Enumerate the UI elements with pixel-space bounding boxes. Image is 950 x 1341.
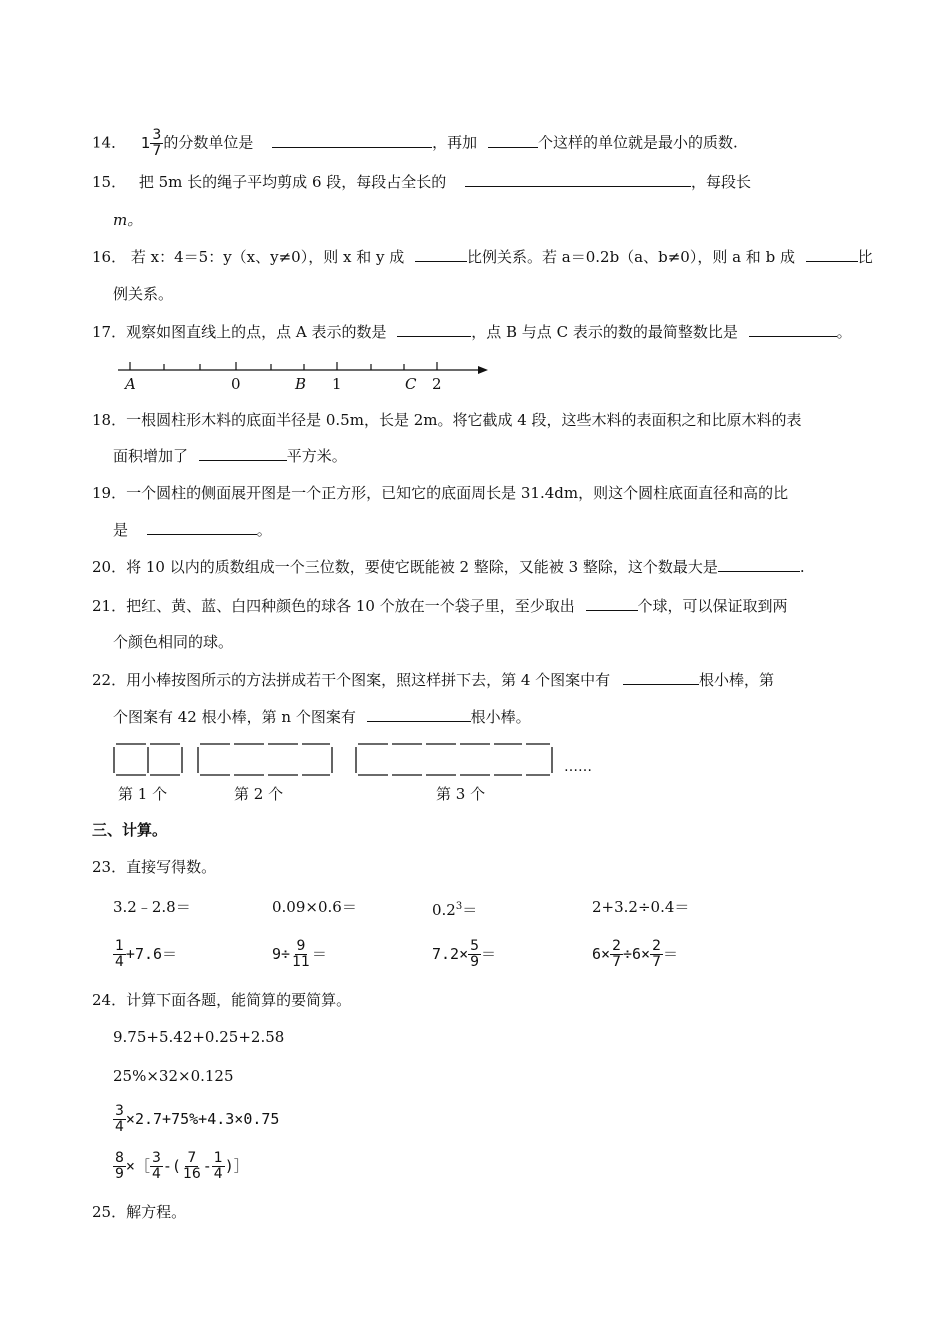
question-20: 20．将 10 以内的质数组成一个三位数，要使它既能被 2 整除，又能被 3 整除，这个数最大是 .: [92, 558, 805, 576]
answer-blank[interactable]: [272, 133, 432, 148]
answer-blank[interactable]: [397, 322, 471, 337]
calc-24-2: 25%×32×0.125: [113, 1067, 234, 1085]
calc-23-1: 3.2﹣2.8＝: [113, 898, 191, 916]
figure-label-3: 第 3 个: [436, 785, 486, 803]
question-22-line2: 个图案有 42 根小棒，第 n 个图案有 根小棒。: [113, 708, 531, 726]
calc-24-1: 9.75+5.42+0.25+2.58: [113, 1028, 285, 1046]
calc-24-3: $\frac{3}{4}$ ×2.7+75%+4.3×0.75: [115, 1103, 280, 1135]
answer-blank[interactable]: [415, 247, 467, 262]
calc-23-7: 7.2× $\frac{5}{9}$ ＝: [432, 938, 497, 970]
calc-23-5: $\frac{1}{4}$ +7.6＝: [115, 938, 178, 970]
stick-pattern-3: [356, 744, 552, 775]
stick-pattern-2: [198, 744, 332, 775]
number-line-figure: [108, 356, 498, 396]
answer-blank[interactable]: [749, 322, 837, 337]
tick-one-label: 1: [332, 375, 342, 393]
answer-blank[interactable]: [367, 707, 471, 722]
answer-blank[interactable]: [199, 446, 287, 461]
question-18: 18．一根圆柱形木料的底面半径是 0.5m，长是 2m。将它截成 4 段，这些木料的表面积之和比原木料的表: [92, 411, 802, 429]
tick-two-label: 2: [432, 375, 442, 393]
question-24: 24．计算下面各题，能简算的要简算。: [92, 991, 352, 1009]
question-17: 17．观察如图直线上的点，点 A 表示的数是 ，点 B 与点 C 表示的数的最简整数比是 。: [92, 323, 852, 341]
stick-pattern-1: [114, 744, 182, 775]
question-15: 15． 把 5m 长的绳子平均剪成 6 段，每段占全长的 ，每段长: [92, 173, 752, 191]
question-16: 16． 若 x：4＝5：y（x、y≠0），则 x 和 y 成 比例关系。若 a＝0.2b（a、b≠0），则 a 和 b 成 比: [92, 248, 873, 266]
tick-marks: [130, 362, 437, 370]
question-21-line2: 个颜色相同的球。: [113, 633, 234, 651]
answer-blank[interactable]: [806, 247, 858, 262]
ellipsis: ……: [564, 759, 592, 775]
calc-23-8: 6× $\frac{2}{7}$ ÷6× $\frac{2}{7}$ ＝: [592, 938, 679, 970]
answer-blank[interactable]: [147, 520, 257, 535]
calc-23-6: 9÷ $\frac{9}{11}$ ＝: [272, 938, 327, 970]
answer-blank[interactable]: [465, 172, 691, 187]
calc-23-3: $0.2^3=$: [432, 901, 478, 919]
answer-blank[interactable]: [586, 596, 638, 611]
answer-blank[interactable]: [718, 557, 800, 572]
answer-blank[interactable]: [623, 670, 699, 685]
question-14: 14． 1 $\frac{3}{7}$ 的分数单位是 ，再加 个这样的单位就是最小的质数.: [92, 127, 738, 159]
mixed-number: 1 $\frac{3}{7}$: [140, 127, 162, 159]
question-22: 22．用小棒按图所示的方法拼成若干个图案，照这样拼下去，第 4 个图案中有 根小棒，第: [92, 671, 774, 689]
answer-blank[interactable]: [488, 133, 538, 148]
calc-23-4: 2+3.2÷0.4＝: [592, 898, 690, 916]
point-a-label: A: [125, 375, 136, 393]
arrow-head-icon: [478, 366, 488, 374]
question-16-line2: 例关系。: [113, 285, 174, 303]
question-19: 19．一个圆柱的侧面展开图是一个正方形，已知它的底面周长是 31.4dm，则这个圆柱底面直径和高的比: [92, 484, 789, 502]
point-b-label: B: [295, 375, 307, 393]
section-3-title: 三、计算。: [92, 821, 168, 839]
question-25: 25．解方程。: [92, 1203, 187, 1221]
question-19-line2: 是 。: [113, 521, 272, 539]
question-21: 21．把红、黄、蓝、白四种颜色的球各 10 个放在一个袋子里，至少取出 个球，可以保证取到两: [92, 597, 788, 615]
question-23: 23．直接写得数。: [92, 858, 217, 876]
figure-label-2: 第 2 个: [234, 785, 284, 803]
calc-24-4: $\frac{8}{9}$ ×［ $\frac{3}{4}$ -( $\frac{7}{16}$ - $\frac{1}{4}$ )］: [115, 1150, 249, 1182]
stick-pattern-figure: [108, 738, 608, 782]
calc-23-2: 0.09×0.6＝: [272, 898, 357, 916]
point-c-label: C: [405, 375, 417, 393]
tick-zero-label: 0: [231, 375, 241, 393]
figure-label-1: 第 1 个: [118, 785, 168, 803]
question-15-line2: m。: [113, 211, 143, 229]
question-18-line2: 面积增加了 平方米。: [113, 447, 347, 465]
